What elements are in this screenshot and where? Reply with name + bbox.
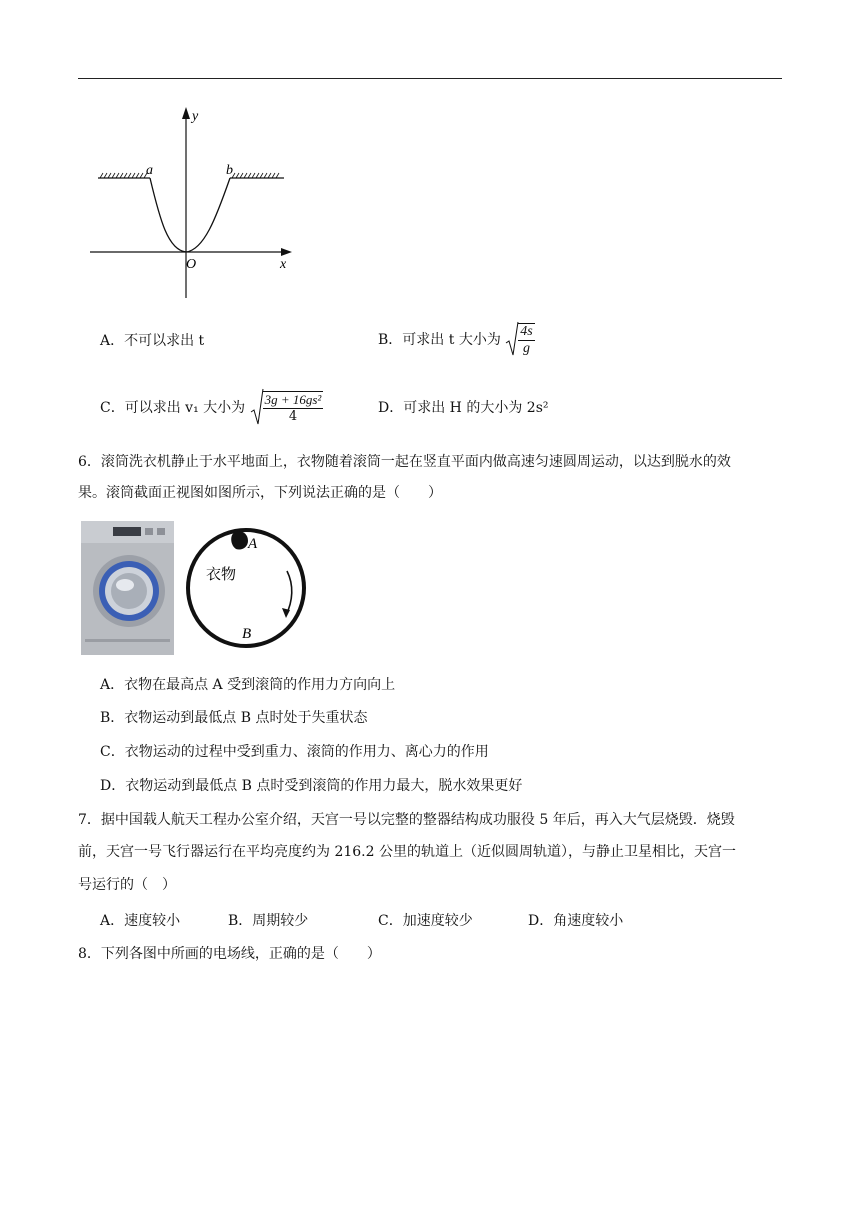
washing-machine-image xyxy=(81,521,174,655)
q6-option-a: A．衣物在最高点 A 受到滚筒的作用力方向向上 xyxy=(100,677,396,693)
x-axis-label: x xyxy=(280,257,287,272)
q7-stem-line3: 号运行的（ ） xyxy=(78,877,176,893)
q7-stem-line2: 前，天宫一号飞行器运行在平均亮度约为 216.2 公里的轨道上（近似圆周轨道），与静止卫星相比，天宫一 xyxy=(78,844,736,860)
q7-option-a: A．速度较小 xyxy=(100,913,181,929)
sqrt-symbol xyxy=(250,387,324,429)
q5-b-numerator: 4s xyxy=(520,324,533,339)
drum-diagram xyxy=(186,521,308,655)
point-b-label: b xyxy=(226,163,233,178)
q5-c-numerator: 3g + 16gs² xyxy=(264,392,322,407)
q7-option-b: B．周期较少 xyxy=(228,913,309,929)
sqrt-symbol xyxy=(505,320,534,360)
q5-option-c xyxy=(100,387,323,431)
point-B-label: B xyxy=(242,626,252,642)
q5-option-b xyxy=(378,320,535,362)
clothes-label: 衣物 xyxy=(206,565,237,583)
q5-option-b-text: B．可求出 t 大小为 xyxy=(378,332,501,348)
q8-stem: 8．下列各图中所画的电场线，正确的是（ ） xyxy=(78,946,381,962)
q5-c-denominator: 4 xyxy=(288,409,298,424)
q6-stem-line1: 6．滚筒洗衣机静止于水平地面上，衣物随着滚筒一起在竖直平面内做高速匀速圆周运动，以达到脱水的效 xyxy=(78,454,731,470)
parabola-graph xyxy=(88,100,298,305)
point-a-label: a xyxy=(146,163,153,178)
q6-stem-line2: 果。滚筒截面正视图如图所示，下列说法正确的是（ ） xyxy=(78,485,442,501)
q5-option-d: D．可求出 H 的大小为 2s² xyxy=(378,400,549,416)
header-rule xyxy=(78,78,782,79)
q5-option-a: A．不可以求出 t xyxy=(100,333,205,349)
clothes-icon xyxy=(231,531,248,550)
q6-option-d: D．衣物运动到最低点 B 点时受到滚筒的作用力最大，脱水效果更好 xyxy=(100,778,523,794)
origin-label: O xyxy=(186,257,197,272)
q5-option-c-text: C．可以求出 v₁ 大小为 xyxy=(100,400,246,416)
point-A-label: A xyxy=(248,536,258,552)
y-axis-label: y xyxy=(192,109,199,124)
q7-option-c: C．加速度较少 xyxy=(378,913,473,929)
q7-stem-line1: 7．据中国载人航天工程办公室介绍，天宫一号以完整的整器结构成功服役 5 年后，再入大气层烧毁．烧毁 xyxy=(78,812,735,828)
q6-option-b: B．衣物运动到最低点 B 点时处于失重状态 xyxy=(100,710,368,726)
q7-option-d: D．角速度较小 xyxy=(528,913,624,929)
q6-option-c: C．衣物运动的过程中受到重力、滚筒的作用力、离心力的作用 xyxy=(100,744,489,760)
q5-b-denominator: g xyxy=(523,341,530,356)
